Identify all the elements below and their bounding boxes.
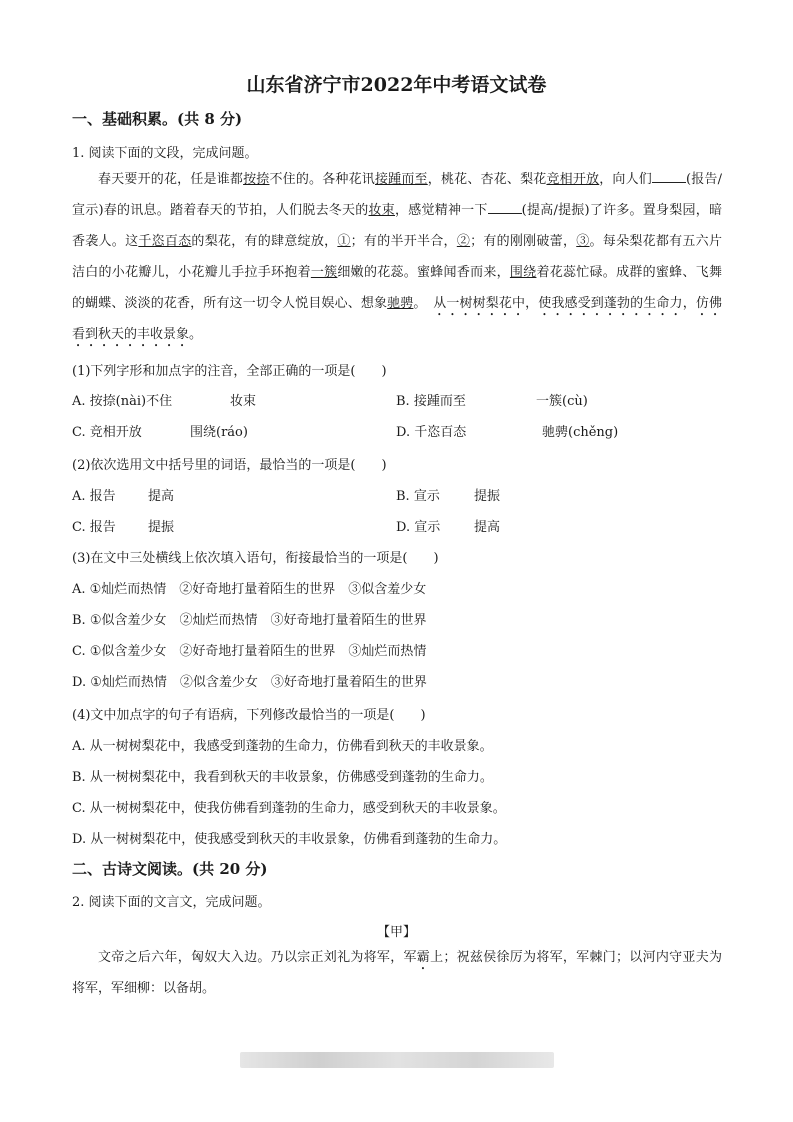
sub1-option-b[interactable]: B. 接踵而至	[396, 394, 466, 409]
watermark-bar	[240, 1052, 554, 1068]
sub1-option-a-2: 妆束	[230, 394, 257, 409]
word-weirao: 围绕	[509, 265, 537, 280]
sub1-option-b-2: 一簇(cù)	[536, 394, 588, 409]
sub4-option-c[interactable]: C. 从一树树梨花中，使我仿佛看到蓬勃的生命力，感受到秋天的丰收景象。	[72, 801, 506, 816]
word-chicheng: 驰骋	[387, 296, 414, 311]
sub4-option-d[interactable]: D. 从一树树梨花中，使我感受到秋天的丰收景象，仿佛看到蓬勃的生命力。	[72, 832, 507, 847]
sub2-option-b[interactable]: B. 宣示	[396, 489, 440, 504]
blank-marker-3: ③	[576, 234, 590, 249]
classical-passage: 文帝之后六年，匈奴大入边。乃以宗正刘礼为将军，军霸上；祝兹侯徐厉为将军，军棘门；以河内守亚夫为将军，军细柳：以备胡。	[72, 950, 722, 996]
dotted-sentence: 从一树树梨花中，使我感受到蓬勃的生命力，仿佛看到秋天的丰收景象。	[72, 296, 722, 342]
passage-label-jia: 【甲】	[376, 925, 416, 940]
sub4-stem: (4)文中加点字的句子有语病，下列修改最恰当的一项是( )	[72, 708, 426, 723]
sub2-option-c[interactable]: C. 报告	[72, 520, 116, 535]
page-title: 山东省济宁市2022年中考语文试卷	[246, 74, 547, 96]
sub1-option-c[interactable]: C. 竞相开放	[72, 425, 142, 440]
sub1-stem: (1)下列字形和加点字的注音，全部正确的一项是( )	[72, 364, 387, 379]
sub4-option-a[interactable]: A. 从一树树梨花中，我感受到蓬勃的生命力，仿佛看到秋天的丰收景象。	[72, 739, 493, 754]
word-zhuangshu: 妆束	[368, 203, 395, 218]
blank-marker-1: ①	[337, 234, 351, 249]
sub2-stem: (2)依次选用文中括号里的词语，最恰当的一项是( )	[72, 458, 387, 473]
dotted-char-ba: 霸	[416, 950, 431, 965]
blank-marker-2: ②	[456, 234, 471, 249]
sub3-option-a[interactable]: A. ①灿烂而热情 ②好奇地打量着陌生的世界 ③似含羞少女	[72, 582, 427, 597]
section-heading-1: 一、基础积累。(共 8 分)	[72, 110, 243, 128]
question-1-intro: 1. 阅读下面的文段，完成问题。	[72, 146, 258, 161]
sub3-option-b[interactable]: B. ①似含羞少女 ②灿烂而热情 ③好奇地打量着陌生的世界	[72, 613, 427, 628]
sub2-option-b-2: 提振	[474, 489, 501, 504]
fill-blank-2	[488, 200, 522, 214]
sub2-option-a[interactable]: A. 报告	[72, 489, 116, 504]
sub4-option-b[interactable]: B. 从一树树梨花中，我看到秋天的丰收景象，仿佛感受到蓬勃的生命力。	[72, 770, 493, 785]
sub2-option-a-2: 提高	[148, 489, 175, 504]
sub3-stem: (3)在文中三处横线上依次填入语句，衔接最恰当的一项是( )	[72, 551, 439, 566]
sub3-option-c[interactable]: C. ①似含羞少女 ②好奇地打量着陌生的世界 ③灿烂而热情	[72, 644, 427, 659]
sub2-option-c-2: 提振	[148, 520, 175, 535]
word-jingxiang: 竞相开放	[546, 172, 600, 187]
sub1-option-d-2: 驰骋(chěng)	[542, 425, 619, 440]
sub1-option-d[interactable]: D. 千恣百态	[396, 425, 467, 440]
sub1-option-a[interactable]: A. 按捺(nài)不住	[72, 394, 173, 409]
question-2-intro: 2. 阅读下面的文言文，完成问题。	[72, 895, 271, 910]
section-heading-2: 二、古诗文阅读。(共 20 分)	[72, 860, 268, 878]
sub3-option-d[interactable]: D. ①灿烂而热情 ②似含羞少女 ③好奇地打量着陌生的世界	[72, 675, 427, 690]
word-yicu: 一簇	[310, 265, 338, 280]
sub1-option-c-2: 围绕(ráo)	[190, 425, 248, 440]
sub2-option-d[interactable]: D. 宣示	[396, 520, 441, 535]
sub2-option-d-2: 提高	[474, 520, 501, 535]
word-jiezhong: 接踵而至	[374, 172, 428, 187]
reading-passage: 春天要开的花，任是谁都按捺不住的。各种花讯接踵而至，桃花、杏花、梨花竞相开放，向人们 (报告/宣示)春的讯息。踏着春天的节拍，人们脱去冬天的妆束，感觉精神一下 (提高/提振)了许多。置身梨园，暗香袭人。这千恣百态的梨花，有的肆意绽放，①；有的半开半合，②；有的刚刚破蕾，③。每朵梨花都有五六片洁白的小花瓣儿，小花瓣儿手拉手环抱着一簇细嫩的花蕊。蜜蜂闻香而来，围绕着花蕊忙碌。成群的蜜蜂、飞舞的蝴蝶、淡淡的花香，所有这一切令人悦目娱心、想象驰骋。 从一树树梨花中，使我感受到蓬勃的生命力，仿佛看到秋天的丰收景象。	[72, 164, 722, 350]
word-qianzi: 千恣百态	[138, 234, 192, 249]
fill-blank-1	[652, 169, 686, 183]
word-anna: 按捺	[243, 172, 270, 187]
